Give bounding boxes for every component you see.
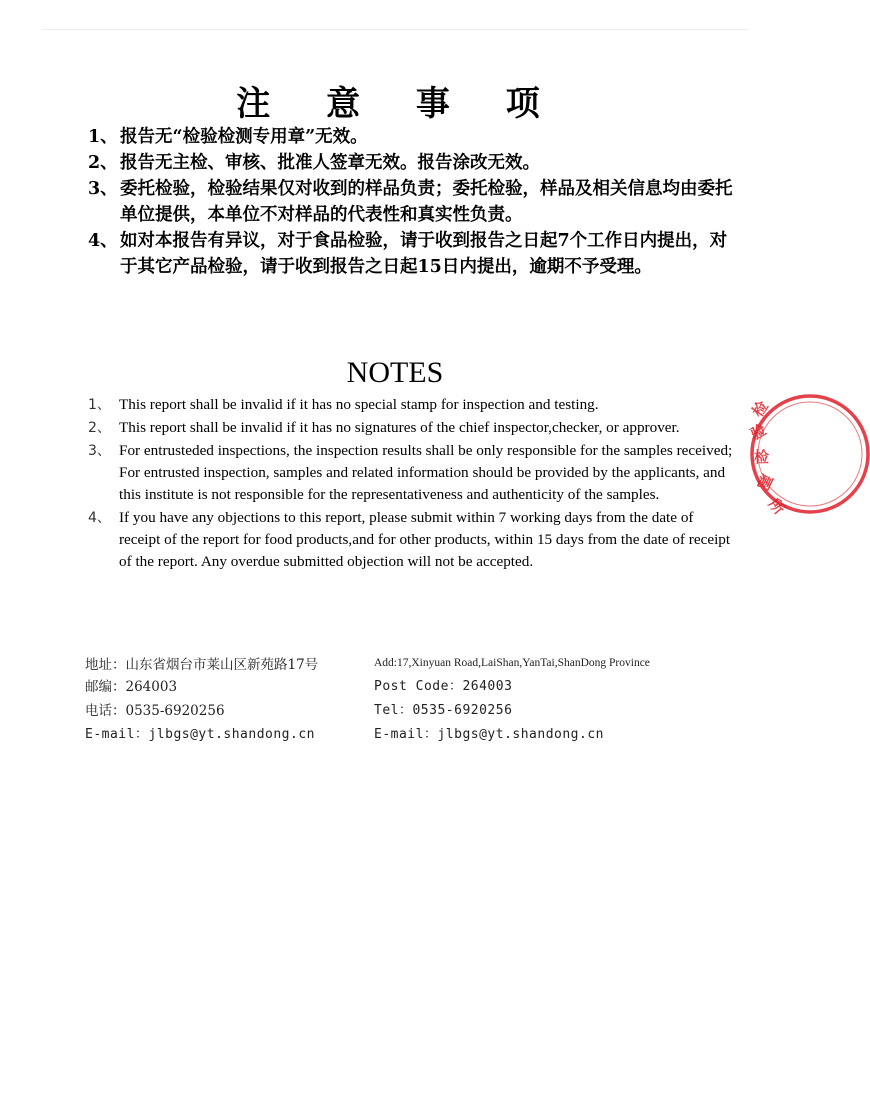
email-en: E-mail：jlbgs@yt.shandong.cn <box>374 727 604 742</box>
notice-item-en-3 <box>88 440 733 506</box>
notice-item-en-1 <box>88 394 733 416</box>
notice-item-zh-3 <box>88 176 738 228</box>
notice-list-en <box>88 394 733 574</box>
item-text: 如对本报告有异议，对于食品检验，请于收到报告之日起7个工作日内提出，对于其它产品检验，请于收到报告之日起15日内提出，逾期不予受理。 <box>120 231 728 277</box>
item-number: 3、 <box>88 443 111 459</box>
postcode-zh: 邮编：264003 <box>85 679 178 695</box>
item-number: 4、 <box>88 510 111 526</box>
item-number: 3、 <box>88 179 118 199</box>
notice-item-zh-1 <box>88 124 738 150</box>
address-en: Add:17,Xinyuan Road,LaiShan,YanTai,ShanDong Province <box>374 657 650 669</box>
phone-zh: 电话：0535-6920256 <box>85 703 225 719</box>
notice-item-zh-2 <box>88 150 738 176</box>
svg-text:检: 检 <box>748 397 772 421</box>
address-zh: 地址：山东省烟台市莱山区新苑路17号 <box>85 657 319 673</box>
notice-title-en: NOTES <box>346 356 444 389</box>
svg-text:检: 检 <box>754 448 770 466</box>
notice-list-zh <box>88 124 738 280</box>
item-number: 1、 <box>88 397 111 413</box>
svg-text:验: 验 <box>747 420 770 444</box>
notice-title-zh: 注 意 事 项 <box>236 84 562 124</box>
item-text: This report shall be invalid if it has no signatures of the chief inspector,checker, or approver. <box>119 419 680 436</box>
notice-item-en-2 <box>88 417 733 439</box>
item-text: This report shall be invalid if it has no special stamp for inspection and testing. <box>119 396 599 413</box>
item-text: 报告无主检、审核、批准人签章无效。报告涂改无效。 <box>120 153 540 173</box>
inspection-seal-stamp <box>747 388 870 520</box>
item-text: 报告无“检验检测专用章”无效。 <box>120 127 368 147</box>
item-number: 2、 <box>88 420 111 436</box>
item-text: For entrusteded inspections, the inspection results shall be only responsible for the samples received; For entrusted inspection, samples and related information should be provided by the applicants, and this institute is not responsible for the representativeness and authenticity of the samples. <box>119 442 733 503</box>
top-divider <box>42 29 748 30</box>
item-text: If you have any objections to this report, please submit within 7 working days from the date of receipt of the report for food products,and for other products, within 15 days from the date of receipt of the report. Any overdue submitted objection will not be accepted. <box>119 509 731 570</box>
item-number: 2、 <box>88 153 118 173</box>
notice-item-en-4 <box>88 507 733 573</box>
notice-item-zh-4 <box>88 228 738 280</box>
svg-text:所: 所 <box>764 495 789 519</box>
email-zh: E-mail：jlbgs@yt.shandong.cn <box>85 727 315 742</box>
item-text: 委托检验，检验结果仅对收到的样品负责；委托检验，样品及相关信息均由委托单位提供，本单位不对样品的代表性和真实性负责。 <box>120 179 733 225</box>
postcode-en: Post Code：264003 <box>374 679 513 694</box>
svg-text:测: 测 <box>754 471 776 494</box>
phone-en: Tel：0535-6920256 <box>374 703 513 718</box>
item-number: 4、 <box>88 231 118 251</box>
item-number: 1、 <box>88 127 118 147</box>
